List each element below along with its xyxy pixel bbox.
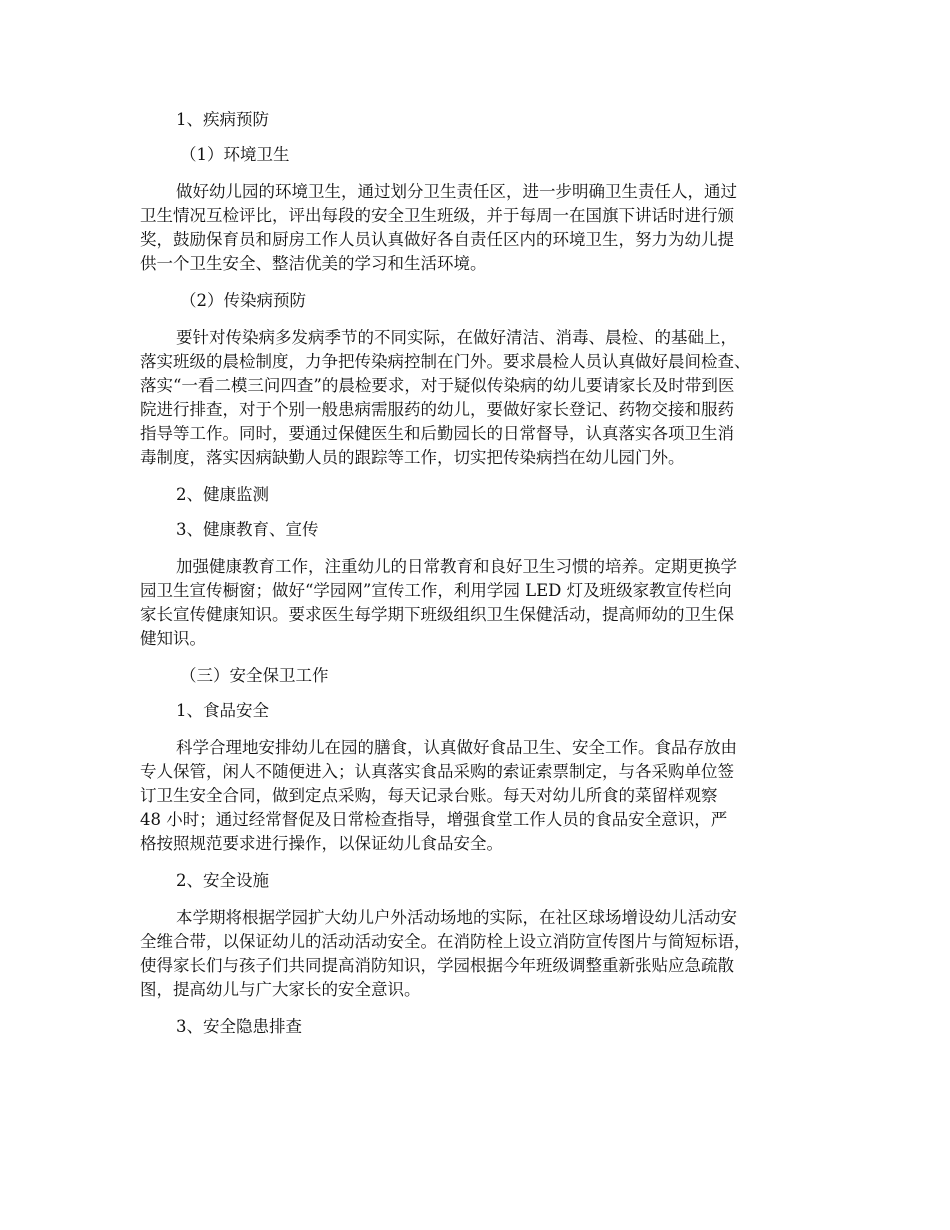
text-line: 落实“一看二模三问四查”的晨检要求，对于疑似传染病的幼儿要请家长及时带到医	[140, 376, 735, 395]
heading-health-education: 3、健康教育、宣传	[176, 520, 319, 539]
heading-disease-prevention: 1、疾病预防	[176, 110, 269, 129]
text-line: 本学期将根据学园扩大幼儿户外活动场地的实际，在社区球场增设幼儿活动安	[176, 908, 737, 927]
text-line: 格按照规范要求进行操作，以保证幼儿食品安全。	[140, 834, 503, 853]
text-line: 奖，鼓励保育员和厨房工作人员认真做好各自责任区内的环境卫生，努力为幼儿提	[140, 230, 734, 249]
text-line: 家长宣传健康知识。要求医生每学期下班级组织卫生保健活动，提高师幼的卫生保	[140, 605, 734, 624]
paragraph-safety-facilities	[140, 906, 820, 1002]
text-line: 图，提高幼儿与广大家长的安全意识。	[140, 980, 421, 999]
text-line: 加强健康教育工作，注重幼儿的日常教育和良好卫生习惯的培养。定期更换学	[176, 557, 737, 576]
paragraph-food-safety	[140, 736, 820, 856]
text-line: 做好幼儿园的环境卫生，通过划分卫生责任区，进一步明确卫生责任人，通过	[176, 182, 737, 201]
text-line: 订卫生安全合同，做到定点采购，每天记录台账。每天对幼儿所食的菜留样观察	[140, 786, 718, 805]
text-line: 园卫生宣传橱窗；做好“学园网”宣传工作，利用学园 LED 灯及班级家教宣传栏向	[140, 581, 732, 600]
text-line: 指导等工作。同时，要通过保健医生和后勤园长的日常督导，认真落实各项卫生消	[140, 424, 734, 443]
heading-environment-hygiene: （1）环境卫生	[180, 145, 290, 164]
text-line: 毒制度，落实因病缺勤人员的跟踪等工作，切实把传染病挡在幼儿园门外。	[140, 448, 685, 467]
text-line: 卫生情况互检评比，评出每段的安全卫生班级，并于每周一在国旗下讲话时进行颁	[140, 206, 734, 225]
heading-health-monitoring: 2、健康监测	[176, 485, 269, 504]
text-line: 要针对传染病多发病季节的不同实际，在做好清洁、消毒、晨检、的基础上，	[176, 328, 737, 347]
heading-safety-facilities: 2、安全设施	[176, 871, 269, 890]
paragraph-environment-hygiene	[140, 180, 820, 276]
heading-food-safety: 1、食品安全	[176, 701, 269, 720]
heading-hazard-inspection: 3、安全隐患排查	[176, 1017, 302, 1036]
text-line: 落实班级的晨检制度，力争把传染病控制在门外。要求晨检人员认真做好晨间检查、	[140, 352, 751, 371]
text-line: 供一个卫生安全、整洁优美的学习和生活环境。	[140, 254, 487, 273]
heading-infectious-disease: （2）传染病预防	[180, 291, 306, 310]
text-line: 48 小时；通过经常督促及日常检查指导，增强食堂工作人员的食品安全意识，严	[140, 810, 728, 829]
text-line: 科学合理地安排幼儿在园的膳食，认真做好食品卫生、安全工作。食品存放由	[176, 738, 737, 757]
heading-safety-security: （三）安全保卫工作	[180, 666, 329, 685]
text-line: 健知识。	[140, 629, 206, 648]
paragraph-health-education	[140, 555, 820, 651]
text-line: 专人保管，闲人不随便进入；认真落实食品采购的索证索票制定，与各采购单位签	[140, 762, 734, 781]
text-line: 院进行排查，对于个别一般患病需服药的幼儿，要做好家长登记、药物交接和服药	[140, 400, 734, 419]
text-line: 全维合带，以保证幼儿的活动活动安全。在消防栓上设立消防宣传图片与简短标语，	[140, 932, 751, 951]
paragraph-infectious-disease	[140, 326, 820, 470]
document-body	[140, 108, 820, 1039]
text-line: 使得家长们与孩子们共同提高消防知识，学园根据今年班级调整重新张贴应急疏散	[140, 956, 734, 975]
